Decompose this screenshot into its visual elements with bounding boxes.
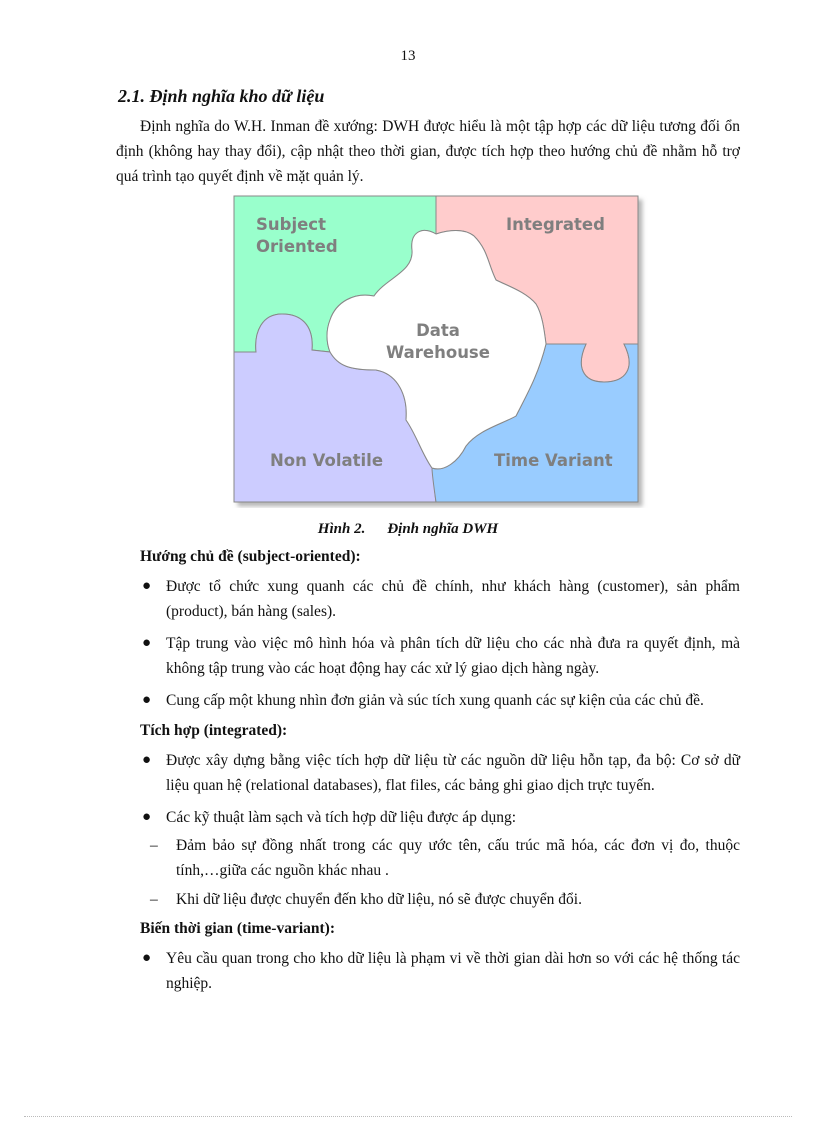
list-item: ● Yêu cầu quan trong cho kho dữ liệu là phạm vi về thời gian dài hơn so với các hệ thống tác nghiệp. <box>140 946 740 996</box>
label-data: Data <box>416 321 460 340</box>
sub-list-item: – Khi dữ liệu được chuyển đến kho dữ liệu, nó sẽ được chuyển đổi. <box>140 887 740 912</box>
list-item: ● Được xây dựng bằng việc tích hợp dữ liệu từ các nguồn dữ liệu hỗn tạp, đa bộ: Cơ sở dữ liệu quan hệ (relational databases), flat files, các bảng ghi giao dịch trực tuyến. <box>140 748 740 798</box>
list-item: ● Cung cấp một khung nhìn đơn giản và súc tích xung quanh các sự kiện của các chủ đề. <box>140 688 740 713</box>
subject-oriented-heading: Hướng chủ đề (subject-oriented): <box>140 548 361 565</box>
intro-paragraph: Định nghĩa do W.H. Inman đề xướng: DWH được hiểu là một tập hợp các dữ liệu tương đối ổn định (không hay thay đổi), cập nhật theo thời gian, được tích hợp theo hướng chủ đề nhằm hỗ trợ quá trình tạo quyết định về mặt quản lý. <box>116 118 740 185</box>
label-time-variant: Time Variant <box>494 451 613 470</box>
integrated-sub-list <box>140 833 740 912</box>
bullet-icon: ● <box>142 752 152 768</box>
page-bottom-rule <box>24 1116 792 1117</box>
dash-icon: – <box>150 891 158 908</box>
caption-text: Định nghĩa DWH <box>387 521 499 537</box>
bullet-icon: ● <box>142 950 152 966</box>
integrated-list <box>140 748 740 830</box>
puzzle-diagram <box>226 192 656 508</box>
list-item: ● Được tổ chức xung quanh các chủ đề chính, như khách hàng (customer), sản phẩm (product), bán hàng (sales). <box>140 574 740 624</box>
body-content <box>140 546 740 1003</box>
label-subject: Subject <box>256 215 326 234</box>
bullet-icon: ● <box>142 809 152 825</box>
section-heading: 2.1. Định nghĩa kho dữ liệu <box>118 86 325 106</box>
bullet-icon: ● <box>142 635 152 651</box>
dash-icon: – <box>150 837 158 854</box>
list-item: ● Tập trung vào việc mô hình hóa và phân tích dữ liệu cho các nhà đưa ra quyết định, mà không tập trung vào các hoạt động hay các xử lý giao dịch hàng ngày. <box>140 631 740 681</box>
sub-list-item: – Đảm bảo sự đồng nhất trong các quy ước tên, cấu trúc mã hóa, các đơn vị đo, thuộc tính,…giữa các nguồn khác nhau . <box>140 833 740 883</box>
time-variant-heading: Biến thời gian (time-variant): <box>140 920 335 937</box>
dwh-puzzle-figure <box>226 192 656 508</box>
page-number: 13 <box>400 48 416 64</box>
label-non-volatile: Non Volatile <box>270 451 384 470</box>
list-item: ● Các kỹ thuật làm sạch và tích hợp dữ liệu được áp dụng: <box>140 805 740 830</box>
time-variant-list <box>140 946 740 996</box>
label-integrated: Integrated <box>506 215 605 234</box>
caption-number: Hình 2. <box>317 521 366 537</box>
label-warehouse: Warehouse <box>386 343 490 362</box>
bullet-icon: ● <box>142 578 152 594</box>
integrated-heading: Tích hợp (integrated): <box>140 722 288 739</box>
bullet-icon: ● <box>142 692 152 708</box>
figure-caption <box>0 521 816 538</box>
label-oriented: Oriented <box>256 237 338 256</box>
subject-oriented-list <box>140 574 740 713</box>
